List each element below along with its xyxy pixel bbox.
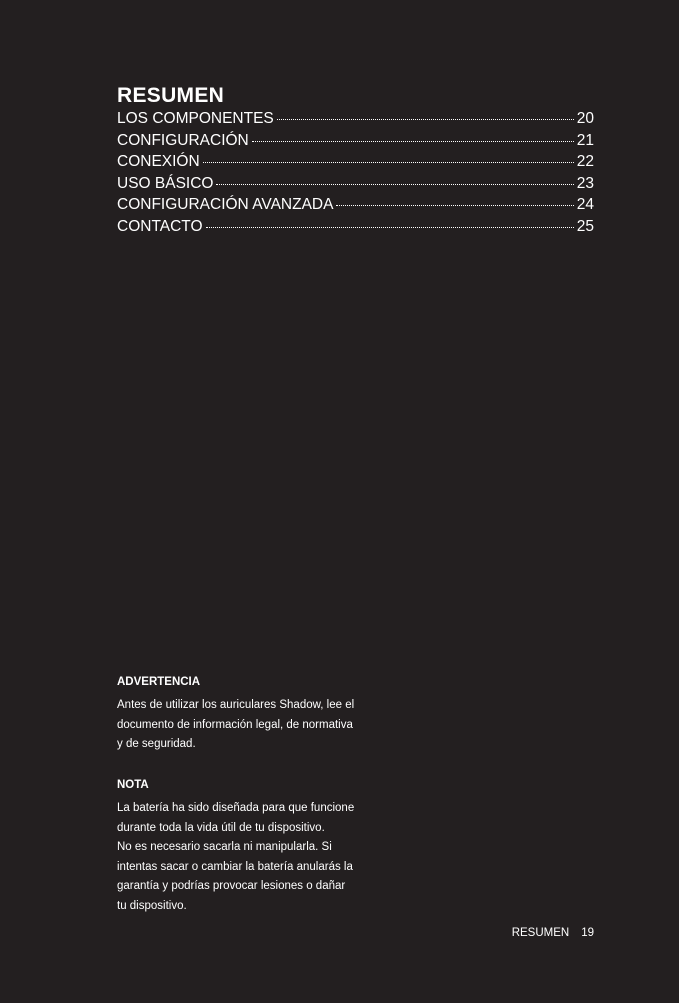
toc-entry-basic-use[interactable] — [117, 173, 594, 195]
toc-dot-leader — [216, 184, 574, 185]
note-line: garantía y podrías provocar lesiones o dañar — [117, 880, 346, 893]
table-of-contents — [117, 108, 594, 237]
warning-notice — [117, 675, 377, 755]
toc-title: RESUMEN — [117, 84, 225, 107]
note-line: durante toda la vida útil de tu dispositivo. — [117, 821, 325, 834]
warning-line: documento de información legal, de normativa — [117, 718, 353, 731]
toc-entry-configuration[interactable] — [117, 130, 594, 152]
toc-entry-label: CONFIGURACIÓN AVANZADA — [117, 196, 334, 213]
toc-dot-leader — [206, 227, 574, 228]
toc-dot-leader — [277, 119, 574, 120]
toc-entry-label: LOS COMPONENTES — [117, 110, 274, 127]
warning-body — [117, 696, 377, 755]
toc-dot-leader — [252, 141, 574, 142]
toc-entry-page: 24 — [576, 196, 594, 213]
toc-entry-page: 21 — [576, 131, 594, 149]
note-line: intentas sacar o cambiar la batería anularás la — [117, 860, 353, 873]
page-number: 19 — [581, 927, 594, 939]
toc-entry-page: 25 — [576, 217, 594, 235]
toc-entry-label: CONFIGURACIÓN — [117, 131, 249, 149]
toc-entry-connection[interactable] — [117, 151, 594, 173]
toc-entry-advanced-configuration[interactable] — [117, 194, 594, 216]
toc-entry-components[interactable] — [117, 108, 594, 130]
toc-entry-label: CONTACTO — [117, 217, 203, 235]
note-line: No es necesario sacarla ni manipularla. Si — [117, 841, 332, 854]
toc-entry-label: USO BÁSICO — [117, 174, 214, 192]
toc-entry-page: 22 — [576, 153, 594, 170]
toc-entry-contact[interactable] — [117, 216, 594, 238]
note-heading: NOTA — [117, 779, 149, 791]
note-line: tu dispositivo. — [117, 899, 187, 912]
note-line: La batería ha sido diseñada para que funcione — [117, 802, 355, 814]
note-body — [117, 799, 377, 917]
toc-entry-page: 20 — [576, 110, 594, 127]
toc-entry-label: CONEXIÓN — [117, 153, 200, 170]
footer-section-name: RESUMEN — [511, 927, 570, 939]
page-footer — [512, 926, 594, 940]
warning-line: Antes de utilizar los auriculares Shadow, lee el — [117, 699, 355, 711]
toc-dot-leader — [336, 205, 574, 206]
warning-line: y de seguridad. — [117, 738, 196, 751]
toc-dot-leader — [203, 162, 574, 163]
toc-entry-page: 23 — [576, 174, 594, 192]
warning-heading: ADVERTENCIA — [117, 676, 201, 688]
note-notice — [117, 778, 377, 917]
